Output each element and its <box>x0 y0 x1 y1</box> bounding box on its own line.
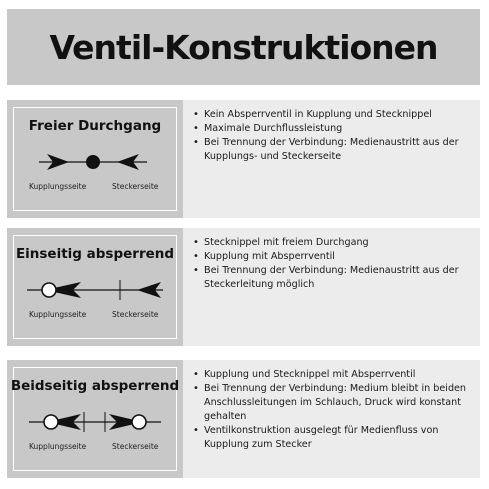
list-item: • Kupplung und Stecknippel mit Absperrventil <box>193 368 468 382</box>
coupling-side-label: Kupplungsseite <box>29 310 87 319</box>
title-bar <box>7 9 480 85</box>
both-side-shutoff-valve-symbol <box>7 400 183 444</box>
list-item: • Stecknippel mit freiem Durchgang <box>193 236 468 250</box>
bullet-list <box>183 228 480 346</box>
one-side-shutoff-valve-symbol <box>7 268 183 312</box>
list-item: • Ventilkonstruktion ausgelegt für Medienfluss von Kupplung zum Stecker <box>193 424 468 452</box>
list-item: • Maximale Durchflussleistung <box>193 122 468 136</box>
right-flow-arrow-icon <box>97 154 147 170</box>
section-title: Einseitig absperrend <box>15 246 175 262</box>
left-flow-arrow-icon <box>39 154 89 170</box>
list-item: • Bei Trennung der Verbindung: Medium bleibt in beiden Anschlussleitungen im Schlauch, Druck wird konstant gehalten <box>193 382 468 424</box>
section-freier-durchgang <box>7 100 480 218</box>
page-title: Ventil-Konstruktionen <box>49 27 438 67</box>
symbol-panel <box>7 360 183 478</box>
coupling-side-label: Kupplungsseite <box>29 182 87 191</box>
free-flow-valve-symbol <box>7 140 183 184</box>
coupling-side-label: Kupplungsseite <box>29 442 87 451</box>
list-item: • Kein Absperrventil in Kupplung und Stecknippel <box>193 108 468 122</box>
section-title: Beidseitig absperrend <box>10 378 180 394</box>
symbol-panel <box>7 100 183 218</box>
section-title: Freier Durchgang <box>28 118 162 134</box>
bullet-list <box>183 100 480 218</box>
plug-side-label: Steckerseite <box>112 182 159 191</box>
list-item: • Bei Trennung der Verbindung: Medienaustritt aus der Steckerleitung möglich <box>193 264 468 292</box>
symbol-panel <box>7 228 183 346</box>
list-item: • Kupplung mit Absperrventil <box>193 250 468 264</box>
plug-side-label: Steckerseite <box>112 310 159 319</box>
bullet-list <box>183 360 480 478</box>
section-beidseitig-absperrend <box>7 360 480 478</box>
plug-side-label: Steckerseite <box>112 442 159 451</box>
section-einseitig-absperrend <box>7 228 480 346</box>
list-item: • Bei Trennung der Verbindung: Medienaustritt aus der Kupplungs- und Steckerseite <box>193 136 468 164</box>
